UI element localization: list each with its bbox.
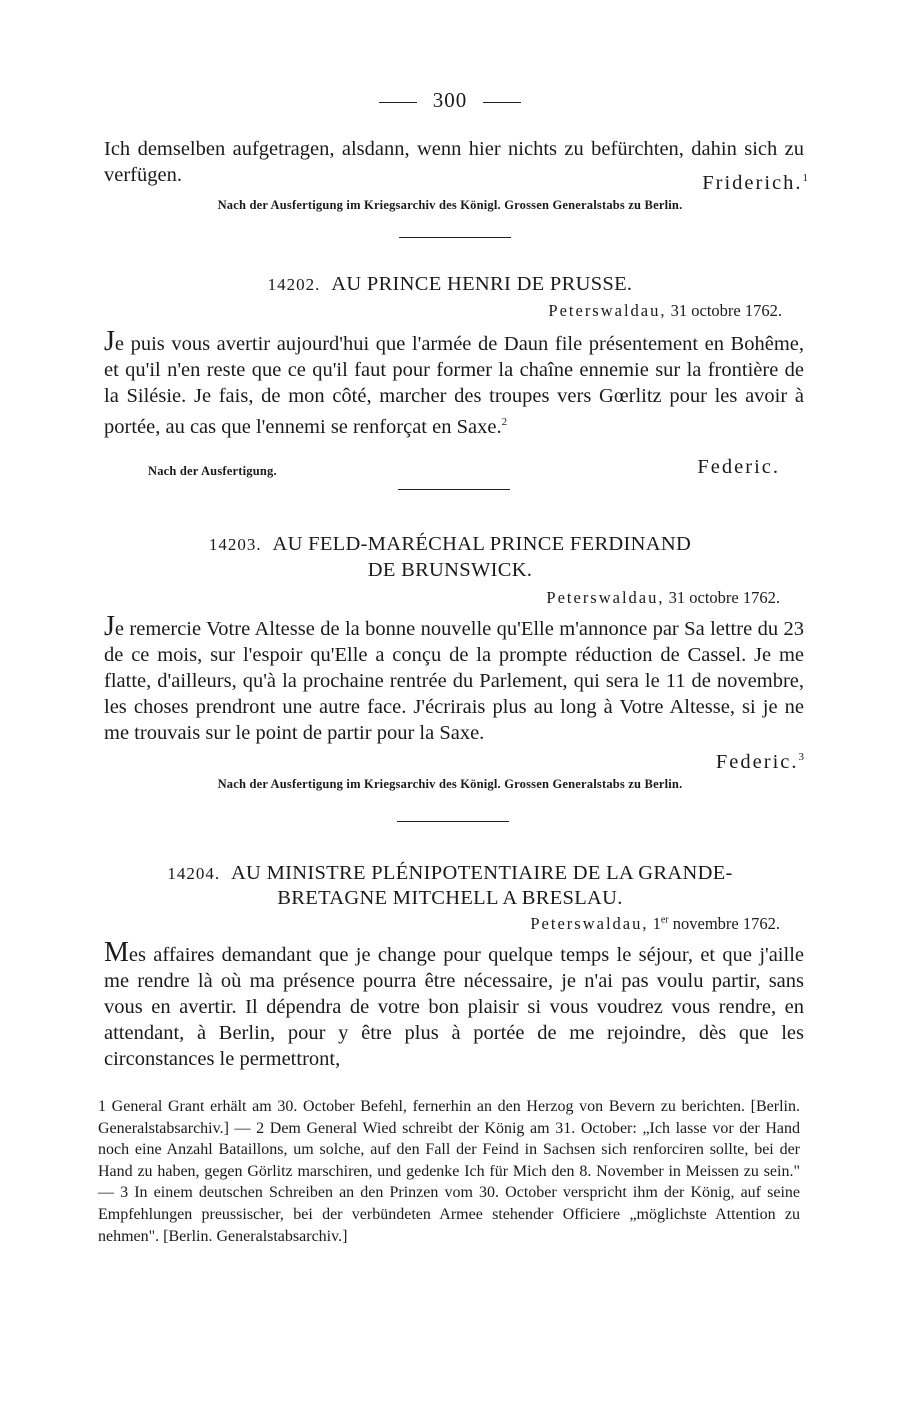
header-dash-left (379, 102, 417, 103)
letter-14203-initial: J (104, 611, 115, 642)
letter-14202-title: AU PRINCE HENRI DE PRUSSE. (331, 273, 633, 295)
separator-rule-2 (398, 489, 510, 490)
letter-14203-body: Je remercie Votre Altesse de la bonne nouvelle qu'Elle m'annonce par Sa lettre du 23 de ce mois, sur l'espoir qu'Elle a conçu de la prompte réduction de Cassel. Je me flatte, d'ailleurs, qu'à la prochaine rentrée du Parlement, qui sera le 11 de novembre, les choses prendront une autre face. J'écrirais plus au long à Votre Altesse, si je ne me trouvais sur le point de partir pour la Saxe. (104, 611, 804, 744)
letter-14203-number: 14203. (208, 535, 262, 554)
prev-letter-text: Ich demselben aufgetragen, alsdann, wenn hier nichts zu befürchten, dahin sich zu verfügen. (104, 138, 804, 186)
letter-14202-place-date: Peterswaldau, 31 octobre 1762. (548, 301, 782, 320)
prev-letter-signature: Friderich.$^1$ (702, 172, 808, 194)
letter-14202-initial: J (104, 326, 115, 357)
letter-14203-title-line1: AU FELD-MARÉCHAL PRINCE FERDINAND (272, 533, 692, 555)
page-header (0, 88, 900, 113)
prev-letter-source: Nach der Ausfertigung im Kriegsarchiv des Königl. Grossen Generalstabs zu Berlin. (217, 198, 683, 212)
letter-14204-title-line2: BRETAGNE MITCHELL A BRESLAU. (277, 887, 623, 909)
letter-14204-number: 14204. (167, 864, 221, 883)
letter-14202-body: Je puis vous avertir aujourd'hui que l'armée de Daun file présentement en Bohême, et qu'il n'en reste que ce qu'il faut pour former la chaîne ennemie sur la frontière de la Silésie. Je fais, de mon côté, marcher des troupes vers Gœrlitz pour les avoir à portée, au cas que l'ennemi se renforçat en Saxe.$^2$ (104, 326, 804, 438)
letter-14204-place-date: Peterswaldau, 1er novembre 1762. (530, 914, 780, 933)
page-number: 300 (432, 88, 468, 112)
letter-14202-number: 14202. (267, 275, 321, 294)
letter-14203-heading (0, 531, 900, 558)
separator-rule-3 (397, 821, 509, 822)
letter-14204-title-line1: AU MINISTRE PLÉNIPOTENTIAIRE DE LA GRANDE- (230, 862, 733, 884)
letter-14204-body: Mes affaires demandant que je change pour quelque temps le séjour, et que j'aille me rendre là où ma présence pourra être nécessaire, je n'ai pas voulu partir, sans vous en avertir. Il dépendra de votre bon plaisir si vous voudrez vous rendre, en attendant, à Berlin, pour y être plus à portée de me rejoindre, dès que les circonstances le permettront, (104, 937, 804, 1070)
footnotes: 1 General Grant erhält am 30. October Befehl, fernerhin an den Herzog von Bevern zu berichten. [Berlin. Generalstabsarchiv.] — 2 Dem General Wied schreibt der König am 31. October: „Ich lasse vor der Hand noch eine Anzahl Bataillons, um solche, auf den Fall der Feind in Sachsen sich renforciren sollte, bei der Hand zu haben, gegen Görlitz marschiren, und gedenke Ich für Mich den 8. November in Meissen zu sein." — 3 In einem deutschen Schreiben an den Prinzen vom 30. October verspricht ihm der König, auf seine Empfehlungen preussischer, bei der verbündeten Armee stehender Officiere „möglichste Attention zu nehmen". [Berlin. Generalstabsarchiv.] (98, 1098, 800, 1245)
letter-14202-signature: Federic. (697, 456, 780, 478)
header-dash-right (483, 102, 521, 103)
letter-14202-source: Nach der Ausfertigung. (148, 464, 277, 478)
letter-14203-title-line2: DE BRUNSWICK. (367, 559, 533, 581)
letter-14203-source: Nach der Ausfertigung im Kriegsarchiv des Königl. Grossen Generalstabs zu Berlin. (217, 777, 683, 791)
letter-14203-signature: Federic.$^3$ (715, 751, 804, 773)
letter-14202-heading (0, 271, 900, 298)
letter-14204-heading (0, 860, 900, 887)
letter-14204-initial: M (104, 937, 129, 968)
separator-rule-1 (399, 237, 511, 238)
letter-14203-place-date: Peterswaldau, 31 octobre 1762. (546, 588, 780, 607)
